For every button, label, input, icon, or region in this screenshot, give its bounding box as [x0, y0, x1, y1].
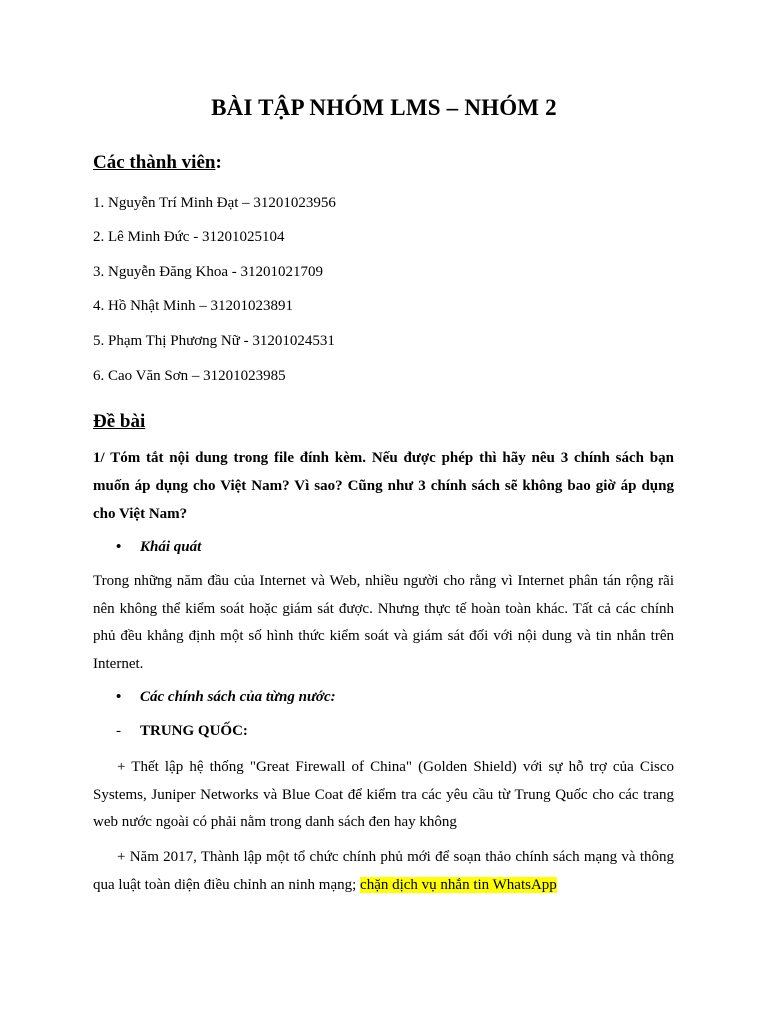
member-line-2: 2. Lê Minh Đức - 31201025104 [93, 229, 285, 245]
document-title: BÀI TẬP NHÓM LMS – NHÓM 2 [211, 95, 557, 120]
country-label: TRUNG QUỐC: [140, 723, 248, 739]
bullet-symbol: • [116, 539, 122, 555]
members-heading [93, 152, 222, 174]
member-line-5: 5. Phạm Thị Phương Nữ - 31201024531 [93, 333, 335, 349]
members-heading-colon: : [215, 152, 222, 173]
bullet-symbol: • [116, 689, 122, 705]
dash-symbol: - [116, 723, 121, 739]
china-paragraph-1: + Thết lập hệ thống "Great Firewall of China" (Golden Shield) với sự hỗ trợ của Cisco Systems, Juniper Networks và Blue Coat để kiểm tra các yêu cầu từ Trung Quốc cho các trang web nước ngoài có phải nằm trong danh sách đen hay không [93, 759, 674, 830]
member-line-1: 1. Nguyễn Trí Minh Đạt – 31201023956 [93, 195, 336, 211]
question-text: 1/ Tóm tắt nội dung trong file đính kèm. Nếu được phép thì hãy nêu 3 chính sách bạn muốn áp dụng cho Việt Nam? Vì sao? Cũng như 3 chính sách sẽ không bao giờ áp dụng cho Việt Nam? [93, 450, 674, 522]
country-heading [116, 723, 248, 740]
assignment-heading: Đề bài [93, 411, 146, 432]
member-line-6: 6. Cao Văn Sơn – 31201023985 [93, 368, 286, 384]
member-line-3: 3. Nguyễn Đăng Khoa - 31201021709 [93, 264, 323, 280]
overview-bullet [116, 539, 201, 556]
china-paragraph-2-text: + Năm 2017, Thành lập một tổ chức chính phủ mới để soạn thảo chính sách mạng và thông qua luật toàn diện điều chỉnh an ninh mạng; [93, 849, 674, 893]
members-heading-text: Các thành viên [93, 152, 216, 173]
member-line-4: 4. Hồ Nhật Minh – 31201023891 [93, 298, 293, 314]
overview-paragraph: Trong những năm đầu của Internet và Web, nhiều người cho rằng vì Internet phân tán rộng rãi nên không thể kiểm soát hoặc giám sát được. Nhưng thực tế hoàn toàn khác. Tất cả các chính phủ đều khẳng định một số hình thức kiểm soát và giám sát đối với nội dung và tin nhắn trên Internet. [93, 573, 674, 672]
china-paragraph-2 [93, 844, 674, 899]
policies-bullet [116, 689, 336, 706]
overview-label: Khái quát [140, 539, 202, 555]
policies-label: Các chính sách của từng nước: [140, 689, 336, 705]
highlighted-text: chặn dịch vụ nhắn tin WhatsApp [360, 876, 557, 893]
